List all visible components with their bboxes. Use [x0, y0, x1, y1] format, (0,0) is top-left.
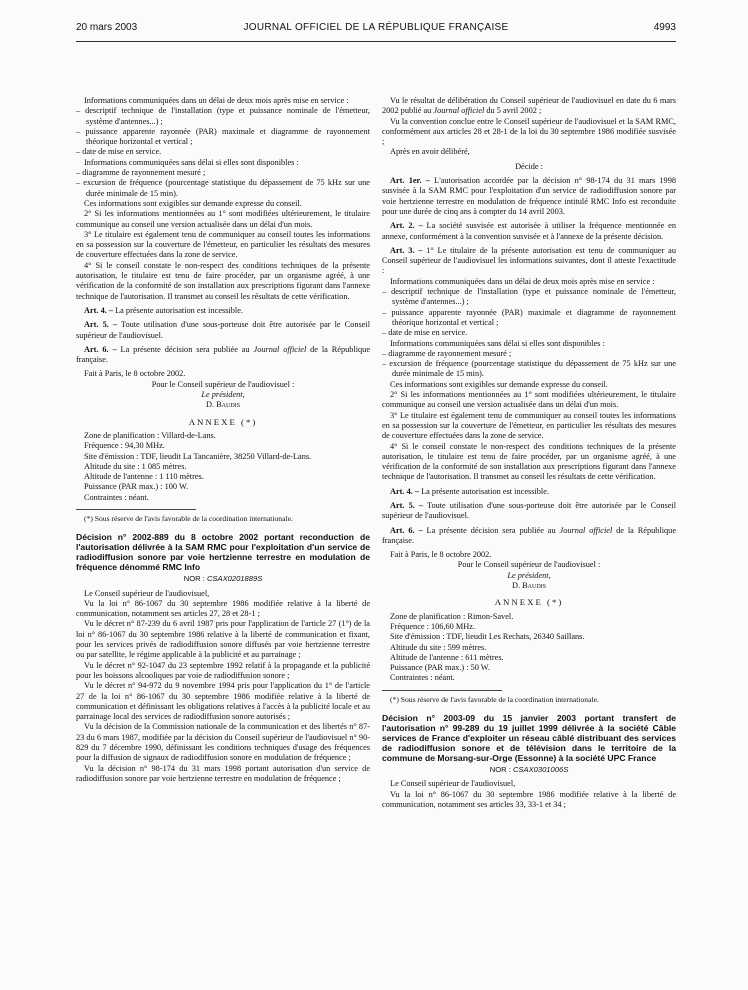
annexe-contraintes: Contraintes : néant. — [390, 673, 455, 683]
article-5 — [382, 501, 676, 522]
vu-convention: Vu la convention conclue entre le Conseil supérieur de l'audiovisuel et la SAM RMC, conformément aux articles 28 et 28-1 de la loi du 30 septembre 1986 modifiée susvisée ; — [382, 116, 676, 147]
annexe-heading: ANNEXE (*) — [494, 597, 564, 608]
annexe-zone: Zone de planification : Rimon-Savel. — [390, 611, 514, 621]
annexe-frequence: Fréquence : 94,30 MHz. — [84, 441, 165, 451]
nor-reference — [76, 574, 370, 584]
header-rule — [76, 41, 676, 42]
conseil-line: Le Conseil supérieur de l'audiovisuel, — [84, 588, 210, 598]
article-4 — [76, 306, 370, 316]
left-column — [76, 96, 370, 784]
article-5-label: Art. 5. – — [84, 320, 118, 330]
nor-label: NOR : — [183, 574, 207, 584]
exigibles-paragraph: Ces informations sont exigibles sur demande expresse du conseil. — [390, 379, 608, 389]
paragraph-2: 2° Si les informations mentionnées au 1° sont modifiées ultérieurement, le titulaire communique au conseil une version actualisée dans un délai d'un mois. — [76, 209, 370, 229]
fait-a-paris: Fait à Paris, le 8 octobre 2002. — [84, 369, 186, 379]
conseil-line: Le Conseil supérieur de l'audiovisuel, — [390, 779, 516, 789]
article-4 — [382, 487, 676, 497]
header-date: 20 mars 2003 — [76, 22, 138, 33]
journal-officiel-ref: Journal officiel — [253, 344, 307, 354]
info-item: – date de mise en service. — [76, 147, 162, 157]
sans-delai-item: – excursion de fréquence (pourcentage statistique du dépassement de 75 kHz sur une durée minimale de 15 min). — [382, 359, 676, 379]
article-4-label: Art. 4. – — [84, 305, 114, 315]
visa: Vu la décision n° 98-174 du 31 mars 1998 portant autorisation d'un service de radiodiffusion sonore par voie hertzienne terrestre en modulation de fréquence ; — [76, 763, 370, 783]
article-3-label: Art. 3. – — [390, 245, 423, 255]
article-6-label: Art. 6. – — [84, 344, 117, 354]
info-sans-delai: Informations communiquées sans délai si elles sont disponibles : — [390, 338, 605, 348]
article-4-text: La présente autorisation est incessible. — [419, 486, 549, 496]
signature-pour: Pour le Conseil supérieur de l'audiovisuel : — [457, 560, 601, 570]
journal-officiel-ref: Journal officiel — [559, 525, 613, 535]
footnote-rule — [76, 509, 196, 510]
article-6-text: La présente décision sera publiée au — [116, 344, 254, 354]
visa: Vu la loi n° 86-1067 du 30 septembre 1986 modifiée relative à la liberté de communication, notamment ses articles 27, 28 et 28-1 ; — [76, 598, 370, 619]
article-4-label: Art. 4. – — [390, 486, 420, 496]
sans-delai-item: – diagramme de rayonnement mesuré ; — [382, 348, 512, 358]
info-item: – descriptif technique de l'installation (type et puissance nominale de l'émetteur, système d'antennes...) ; — [76, 106, 370, 126]
info-intro: Informations communiquées dans un délai de deux mois après mise en service : — [390, 276, 655, 286]
visa: Vu le décret n° 94-972 du 9 novembre 1994 pris pour l'application du 1° de l'article 27 de la loi n° 86-1067 du 30 septembre 1986 modifiée relative à la liberté de communication et définissant les obligations relatives à l'accès à la publicité locale et au parrainage local des services de radiodiffusion sonore autorisés ; — [76, 681, 370, 722]
info-item: – puissance apparente rayonnée (PAR) maximale et diagramme de rayonnement théorique horizontal et vertical ; — [382, 307, 676, 327]
annexe-altitude-site: Altitude du site : 599 mètres. — [390, 642, 487, 652]
article-6-label: Art. 6. – — [390, 525, 423, 535]
footnote: (*) Sous réserve de l'avis favorable de la coordination internationale. — [84, 513, 293, 523]
sans-delai-item: – diagramme de rayonnement mesuré ; — [76, 168, 206, 178]
annexe-altitude-antenne: Altitude de l'antenne : 1 110 mètres. — [84, 472, 204, 482]
signature-name: D. Baudis — [205, 400, 240, 410]
info-sans-delai: Informations communiquées sans délai si elles sont disponibles : — [84, 157, 299, 167]
apres-delibere: Après en avoir délibéré, — [390, 147, 470, 157]
article-3-text: 1° Le titulaire de la présente autorisation est tenu de communiquer au Conseil supérieur de l'audiovisuel les informations suivantes, dont il atteste l'exactitude : — [382, 245, 676, 276]
annexe-altitude-antenne: Altitude de l'antenne : 611 mètres. — [390, 652, 504, 662]
signature-pour: Pour le Conseil supérieur de l'audiovisuel : — [151, 379, 295, 389]
article-5 — [76, 320, 370, 341]
signature-name: D. Baudis — [511, 581, 546, 591]
visa: Vu le décret n° 92-1047 du 23 septembre 1992 relatif à la propagande et la publicité pour les boissons alcooliques par voie de radiodiffusion sonore ; — [76, 660, 370, 680]
nor-code: CSAX0201889S — [206, 574, 263, 584]
article-6 — [382, 526, 676, 547]
article-5-text: Toute utilisation d'une sous-porteuse doit être autorisée par le Conseil supérieur de l'audiovisuel. — [76, 320, 371, 340]
info-item: – descriptif technique de l'installation (type et puissance nominale de l'émetteur, système d'antennes...) ; — [382, 287, 676, 307]
visa: Vu la loi n° 86-1067 du 30 septembre 1986 modifiée relative à la liberté de communication, notamment ses articles 33, 33-1 et 34 ; — [382, 789, 676, 809]
annexe-heading: ANNEXE (*) — [188, 416, 258, 427]
journal-officiel-ref: Journal officiel — [433, 106, 485, 116]
decide-heading: Décide : — [515, 161, 543, 171]
article-4-text: La présente autorisation est incessible. — [113, 305, 243, 315]
article-6 — [76, 345, 370, 366]
annexe-site: Site d'émission : TDF, lieudit Les Rechats, 26340 Saillans. — [390, 632, 585, 642]
article-6-text-end: de la République française. — [382, 525, 676, 545]
president-label: Le président, — [507, 570, 551, 580]
annexe-puissance: Puissance (PAR max.) : 50 W. — [390, 663, 490, 673]
paragraph-4: 4° Si le conseil constate le non-respect des conditions techniques de la présente autorisation, le titulaire est tenu de faire procéder, par un organisme agréé, à une vérification de la conformité de son installation aux prescriptions figurant dans l'annexe technique de l'autorisation. Il transmet au conseil les résultats de cette vérification. — [76, 260, 370, 301]
footnote: (*) Sous réserve de l'avis favorable de la coordination internationale. — [390, 694, 599, 704]
paragraph-2: 2° Si les informations mentionnées au 1° sont modifiées ultérieurement, le titulaire communique au conseil une version actualisée dans un délai d'un mois. — [382, 390, 676, 410]
article-1-label: Art. 1er. – — [390, 176, 430, 186]
article-2-label: Art. 2. – — [390, 221, 423, 231]
info-item: – puissance apparente rayonnée (PAR) maximale et diagramme de rayonnement théorique horizontal et vertical ; — [76, 126, 370, 147]
page-header — [76, 22, 676, 38]
fait-a-paris: Fait à Paris, le 8 octobre 2002. — [390, 550, 492, 560]
paragraph-4: 4° Si le conseil constate le non-respect des conditions techniques de la présente autorisation, le titulaire est tenu de faire procéder, par un organisme agréé, à une vérification de la conformité de son installation aux prescriptions figurant dans l'annexe technique de l'autorisation. Il transmet au conseil les résultats de cette vérification. — [382, 441, 676, 482]
annexe-frequence: Fréquence : 106,60 MHz. — [390, 621, 476, 631]
annexe-site: Site d'émission : TDF, lieudit La Tancanière, 38250 Villard-de-Lans. — [84, 451, 312, 461]
sans-delai-item: – excursion de fréquence (pourcentage statistique du dépassement de 75 kHz sur une durée minimale de 15 min). — [76, 178, 370, 198]
article-2-text: La société susvisée est autorisée à utiliser la fréquence mentionnée en annexe, conformément à la convention susvisée et à l'annexe de la présente décision. — [382, 221, 677, 241]
vu-resultat — [382, 96, 676, 117]
nor-code: CSAX0301006S — [512, 765, 569, 775]
header-journal-title: JOURNAL OFFICIEL DE LA RÉPUBLIQUE FRANÇAISE — [243, 22, 509, 33]
annexe-contraintes: Contraintes : néant. — [84, 492, 149, 502]
nor-label: NOR : — [489, 765, 513, 775]
signature-title — [382, 571, 676, 581]
article-6-text-end: de la République française. — [76, 344, 370, 365]
decision-title: Décision n° 2002-889 du 8 octobre 2002 portant reconduction de l'autorisation délivrée à la SAM RMC pour l'exploitation d'un service de radiodiffusion sonore par voie hertzienne terrestre en modulation de fréquence dénommé RMC Info — [76, 532, 370, 573]
signature-title — [76, 390, 370, 400]
exigibles-paragraph: Ces informations sont exigibles sur demande expresse du conseil. — [84, 198, 302, 208]
annexe-altitude-site: Altitude du site : 1 085 mètres. — [84, 461, 187, 471]
decision-title: Décision n° 2003-09 du 15 janvier 2003 portant transfert de l'autorisation n° 99-289 du 19 juillet 1999 délivrée à la société Câble services de France d'exploiter un réseau câblé distribuant des services de radiodiffusion sonore et de télévision dans le territoire de la commune de Morsang-sur-Orge (Essonne) à la société UPC France — [382, 713, 676, 764]
header-page-number: 4993 — [653, 22, 676, 33]
paragraph-3: 3° Le titulaire est également tenu de communiquer au conseil toutes les informations en sa possession sur la couverture de l'émetteur, en particulier les résultats des mesures de couverture effectuées dans la zone de service. — [382, 410, 676, 441]
article-3 — [382, 246, 676, 277]
visa: Vu la décision de la Commission nationale de la communication et des libertés n° 87-23 du 6 mars 1987, modifiée par la décision du Conseil supérieur de l'audiovisuel n° 90-829 du 7 décembre 1990, définissant les conditions techniques d'usage des fréquences pour la diffusion de signaux de radiodiffusion sonore en modulation de fréquence ; — [76, 722, 370, 763]
president-label: Le président, — [201, 390, 245, 400]
annexe-puissance: Puissance (PAR max.) : 100 W. — [84, 482, 189, 492]
annexe-zone: Zone de planification : Villard-de-Lans. — [84, 430, 216, 440]
vu-resultat-text: Vu le résultat de délibération du Conseil supérieur de l'audiovisuel en date du 6 mars 2002 publié au — [382, 96, 676, 116]
article-5-label: Art. 5. – — [390, 500, 424, 510]
article-1 — [382, 176, 676, 217]
article-2 — [382, 221, 676, 242]
article-1-text: L'autorisation accordée par la décision n° 98-174 du 31 mars 1998 susvisée à la SAM RMC pour l'exploitation d'un service de radiodiffusion sonore par voie hertzienne terrestre en modulation de fréquence intitulé RMC Info est reconduite pour une durée de cinq ans à compter du 14 avril 2003. — [382, 176, 676, 216]
article-6-text: La présente décision sera publiée au — [422, 525, 560, 535]
footnote-rule — [382, 690, 502, 691]
right-column — [382, 96, 676, 810]
paragraph-3: 3° Le titulaire est également tenu de communiquer au conseil toutes les informations en sa possession sur la couverture de l'émetteur, en particulier les résultats des mesures de couverture effectuées dans la zone de service. — [76, 229, 370, 260]
info-item: – date de mise en service. — [382, 328, 468, 338]
visa: Vu le décret n° 87-239 du 6 avril 1987 pris pour l'application de l'article 27 (1°) de la loi n° 86-1067 du 30 septembre 1986 relative à la liberté de communication et fixant, pour les services privés de radiodiffusion sonore diffusés par voie hertzienne terrestre ou par satellite, le régime applicable à la publicité et au parrainage ; — [76, 619, 370, 660]
nor-reference — [382, 765, 676, 775]
vu-resultat-end: du 5 avril 2002 ; — [484, 106, 542, 116]
info-intro: Informations communiquées dans un délai de deux mois après mise en service : — [84, 96, 349, 105]
article-5-text: Toute utilisation d'une sous-porteuse doit être autorisée par le Conseil supérieur de l'audiovisuel. — [382, 500, 677, 521]
